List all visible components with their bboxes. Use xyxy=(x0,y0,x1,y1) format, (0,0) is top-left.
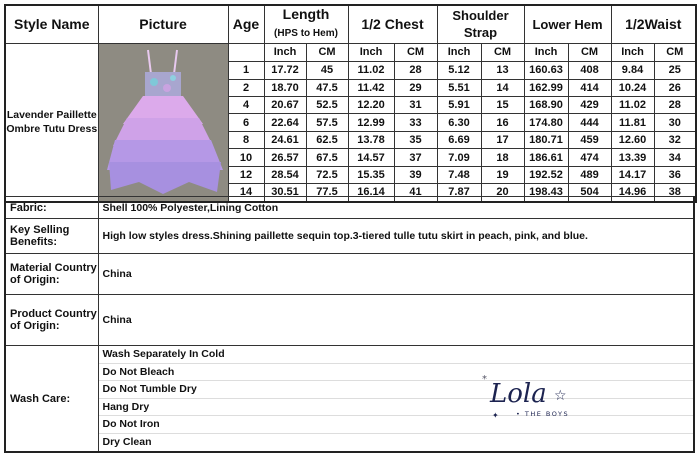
header-age: Age xyxy=(228,5,264,43)
header-waist: 1/2Waist xyxy=(611,5,696,43)
dress-picture xyxy=(98,43,228,202)
age-cell: 1 xyxy=(228,62,264,79)
wash-care-item: Do Not Bleach xyxy=(99,364,694,382)
age-cell: 6 xyxy=(228,114,264,131)
material-label: Material Country of Origin: xyxy=(5,254,98,295)
age-subheader xyxy=(228,43,264,62)
sh-in-cell: 6.69 xyxy=(437,131,481,148)
header-style-name: Style Name xyxy=(5,5,98,43)
wash-label: Wash Care: xyxy=(5,346,98,453)
age-cell: 2 xyxy=(228,79,264,96)
header-chest: 1/2 Chest xyxy=(348,5,437,43)
product-label: Product Country of Origin: xyxy=(5,295,98,346)
len-in-cell: 26.57 xyxy=(264,149,306,166)
wash-care-item: Hang Dry xyxy=(99,399,694,417)
sh-in-cell: 5.12 xyxy=(437,62,481,79)
w-in-cell: 11.02 xyxy=(611,96,654,113)
len-cm-cell: 52.5 xyxy=(306,96,348,113)
hem-in-cell: 186.61 xyxy=(524,149,568,166)
ch-cm-cell: 29 xyxy=(394,79,437,96)
ch-inch-header: Inch xyxy=(348,43,394,62)
details-table xyxy=(4,196,695,453)
ch-cm-cell: 35 xyxy=(394,131,437,148)
selling-label: Key Selling Benefits: xyxy=(5,219,98,254)
hem-in-cell: 160.63 xyxy=(524,62,568,79)
sh-cm-cell: 19 xyxy=(481,166,524,183)
ch-cm-cell: 39 xyxy=(394,166,437,183)
hem-cm-cell: 444 xyxy=(568,114,611,131)
fabric-value: Shell 100% Polyester,Lining Cotton xyxy=(98,197,694,219)
brand-logo xyxy=(478,372,578,420)
w-cm-cell: 25 xyxy=(654,62,696,79)
age-cell: 14 xyxy=(228,184,264,202)
hem-cm-cell: 504 xyxy=(568,184,611,202)
w-cm-cell: 38 xyxy=(654,184,696,202)
ch-in-cell: 13.78 xyxy=(348,131,394,148)
ch-in-cell: 15.35 xyxy=(348,166,394,183)
svg-text:• THE BOYS: • THE BOYS xyxy=(516,410,570,418)
ch-in-cell: 11.42 xyxy=(348,79,394,96)
sh-cm-cell: 20 xyxy=(481,184,524,202)
len-cm-cell: 47.5 xyxy=(306,79,348,96)
header-length: Length (HPS to Hem) xyxy=(264,5,348,43)
hem-inch-header: Inch xyxy=(524,43,568,62)
ch-cm-cell: 37 xyxy=(394,149,437,166)
header-hem: Lower Hem xyxy=(524,5,611,43)
len-in-cell: 18.70 xyxy=(264,79,306,96)
ch-cm-cell: 28 xyxy=(394,62,437,79)
hem-in-cell: 168.90 xyxy=(524,96,568,113)
len-in-cell: 28.54 xyxy=(264,166,306,183)
ch-in-cell: 16.14 xyxy=(348,184,394,202)
ch-in-cell: 12.99 xyxy=(348,114,394,131)
sh-in-cell: 7.87 xyxy=(437,184,481,202)
sh-cm-cell: 16 xyxy=(481,114,524,131)
ch-in-cell: 11.02 xyxy=(348,62,394,79)
w-cm-header: CM xyxy=(654,43,696,62)
sh-inch-header: Inch xyxy=(437,43,481,62)
len-cm-cell: 62.5 xyxy=(306,131,348,148)
len-in-cell: 30.51 xyxy=(264,184,306,202)
len-cm-cell: 67.5 xyxy=(306,149,348,166)
hem-cm-cell: 489 xyxy=(568,166,611,183)
hem-cm-cell: 408 xyxy=(568,62,611,79)
age-cell: 10 xyxy=(228,149,264,166)
hem-cm-cell: 459 xyxy=(568,131,611,148)
len-in-cell: 20.67 xyxy=(264,96,306,113)
selling-value: High low styles dress.Shining paillette sequin top.3-tiered tulle tutu skirt in peach, pink, and blue. xyxy=(98,219,694,254)
ch-cm-header: CM xyxy=(394,43,437,62)
len-in-cell: 17.72 xyxy=(264,62,306,79)
svg-text:*: * xyxy=(482,374,487,385)
hem-in-cell: 174.80 xyxy=(524,114,568,131)
sh-cm-cell: 15 xyxy=(481,96,524,113)
w-in-cell: 12.60 xyxy=(611,131,654,148)
w-cm-cell: 28 xyxy=(654,96,696,113)
w-in-cell: 13.39 xyxy=(611,149,654,166)
header-picture: Picture xyxy=(98,5,228,43)
sh-cm-cell: 17 xyxy=(481,131,524,148)
hem-in-cell: 198.43 xyxy=(524,184,568,202)
w-inch-header: Inch xyxy=(611,43,654,62)
svg-text:Lola: Lola xyxy=(490,379,547,409)
w-in-cell: 9.84 xyxy=(611,62,654,79)
sh-cm-header: CM xyxy=(481,43,524,62)
hem-in-cell: 180.71 xyxy=(524,131,568,148)
wash-care-item: Wash Separately In Cold xyxy=(99,346,694,364)
header-shoulder: Shoulder Strap xyxy=(437,5,524,43)
w-in-cell: 11.81 xyxy=(611,114,654,131)
w-in-cell: 14.17 xyxy=(611,166,654,183)
w-cm-cell: 36 xyxy=(654,166,696,183)
len-cm-header: CM xyxy=(306,43,348,62)
ch-in-cell: 14.57 xyxy=(348,149,394,166)
hem-in-cell: 192.52 xyxy=(524,166,568,183)
w-cm-cell: 30 xyxy=(654,114,696,131)
w-in-cell: 14.96 xyxy=(611,184,654,202)
sh-in-cell: 5.51 xyxy=(437,79,481,96)
sh-in-cell: 7.48 xyxy=(437,166,481,183)
sh-in-cell: 7.09 xyxy=(437,149,481,166)
age-cell: 12 xyxy=(228,166,264,183)
ch-cm-cell: 31 xyxy=(394,96,437,113)
ch-cm-cell: 33 xyxy=(394,114,437,131)
wash-care-item: Dry Clean xyxy=(102,435,152,448)
age-cell: 8 xyxy=(228,131,264,148)
hem-in-cell: 162.99 xyxy=(524,79,568,96)
wash-care-item: Do Not Iron xyxy=(99,416,694,434)
sh-in-cell: 6.30 xyxy=(437,114,481,131)
wash-care-list xyxy=(98,346,694,453)
product-value: China xyxy=(98,295,694,346)
w-cm-cell: 34 xyxy=(654,149,696,166)
ch-in-cell: 12.20 xyxy=(348,96,394,113)
hem-cm-header: CM xyxy=(568,43,611,62)
style-name-cell: Lavender Paillette Ombre Tutu Dress xyxy=(5,43,98,202)
svg-text:☆: ☆ xyxy=(554,388,567,404)
len-inch-header: Inch xyxy=(264,43,306,62)
len-cm-cell: 72.5 xyxy=(306,166,348,183)
wash-care-item: Do Not Tumble Dry xyxy=(99,381,694,399)
len-cm-cell: 57.5 xyxy=(306,114,348,131)
material-value: China xyxy=(98,254,694,295)
hem-cm-cell: 429 xyxy=(568,96,611,113)
hem-cm-cell: 474 xyxy=(568,149,611,166)
age-cell: 4 xyxy=(228,96,264,113)
len-cm-cell: 45 xyxy=(306,62,348,79)
len-in-cell: 24.61 xyxy=(264,131,306,148)
ch-cm-cell: 41 xyxy=(394,184,437,202)
len-cm-cell: 77.5 xyxy=(306,184,348,202)
size-chart-table xyxy=(4,4,697,203)
fabric-label: Fabric: xyxy=(5,197,98,219)
svg-text:✦: ✦ xyxy=(492,411,499,420)
sh-cm-cell: 13 xyxy=(481,62,524,79)
sh-cm-cell: 14 xyxy=(481,79,524,96)
sh-cm-cell: 18 xyxy=(481,149,524,166)
w-cm-cell: 32 xyxy=(654,131,696,148)
w-cm-cell: 26 xyxy=(654,79,696,96)
len-in-cell: 22.64 xyxy=(264,114,306,131)
w-in-cell: 10.24 xyxy=(611,79,654,96)
hem-cm-cell: 414 xyxy=(568,79,611,96)
sh-in-cell: 5.91 xyxy=(437,96,481,113)
